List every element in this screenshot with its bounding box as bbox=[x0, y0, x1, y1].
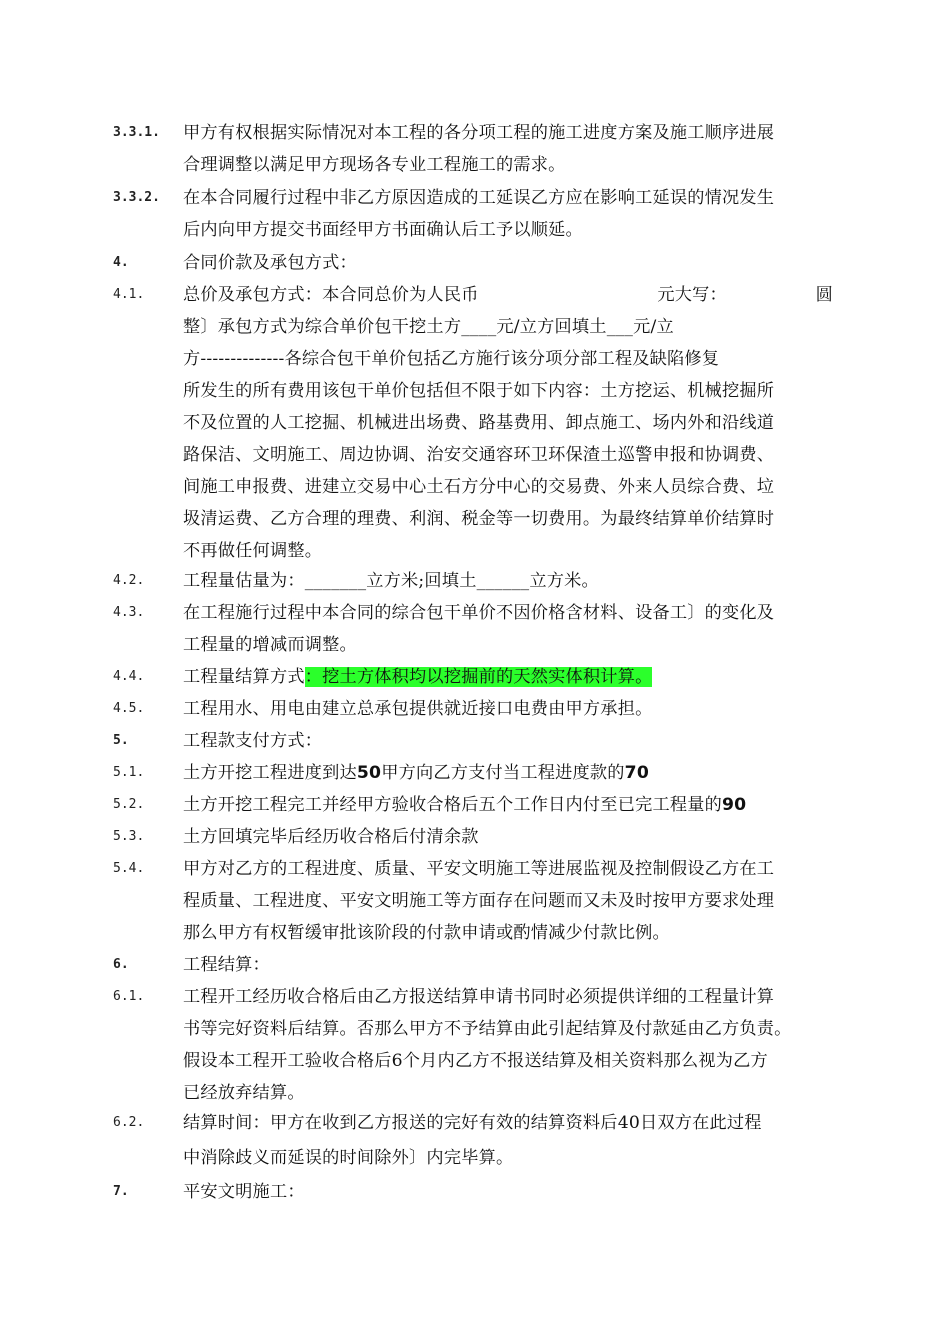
clause-number: 6.1. bbox=[113, 989, 145, 1004]
clause-text: 工程量估量为：_______立方米;回填土______立方米。 bbox=[183, 571, 599, 591]
clause-text: 土方回填完毕后经历收合格后付清余款 bbox=[183, 827, 479, 847]
clause-number: 4.1. bbox=[113, 287, 145, 302]
section-heading: 工程款支付方式： bbox=[183, 731, 323, 751]
clause-number: 4.3. bbox=[113, 605, 145, 620]
section-heading: 工程结算： bbox=[183, 955, 270, 975]
clause-number: 5.3. bbox=[113, 829, 145, 844]
section-number: 5. bbox=[113, 733, 129, 748]
clause-text: 总价及承包方式：本合同总价为人民币 元大写： 圆 整〕承包方式为综合单价包干挖土方____元/立方回填土___元/立 方--------------各综合包干单价包括乙方施行该分项分部工程及缺陷修复 所发生的所有费用该包干单价包括但不限于如下内容：土方挖运、机械挖掘所 不及位置的人工挖掘、机械进出场费、路基费用、卸点施工、场内外和沿线道 路保洁、文明施工、周边协调、治安交通容环卫环保渣土巡警申报和协调费、 间施工申报费、进建立交易中心土石方分中心的交易费、外来人员综合费、垃 圾清运费、乙方合理的理费、利润、税金等一切费用。为最终结算单价结算时 不再做任何调整。 bbox=[183, 279, 833, 567]
clause-text: 工程用水、用电由建立总承包提供就近接口电费由甲方承担。 bbox=[183, 699, 653, 719]
clause-number: 5.1. bbox=[113, 765, 145, 780]
clause-text: 甲方有权根据实际情况对本工程的各分项工程的施工进度方案及施工顺序进展 合理调整以满足甲方现场各专业工程施工的需求。 bbox=[183, 123, 775, 175]
clause-number: 5.4. bbox=[113, 861, 145, 876]
clause-text: 甲方对乙方的工程进度、质量、平安文明施工等进展监视及控制假设乙方在工 程质量、工程进度、平安文明施工等方面存在问题而又未及时按甲方要求处理 那么甲方有权暂缓审批该阶段的付款申请或酌情减少付款比例。 bbox=[183, 859, 775, 943]
section-number: 6. bbox=[113, 957, 129, 972]
price-line: 总价及承包方式：本合同总价为人民币 元大写： 圆 bbox=[183, 285, 833, 305]
clause-text: 结算时间：甲方在收到乙方报送的完好有效的结算资料后40日双方在此过程 中消除歧义而延误的时间除外〕内完毕算。 bbox=[183, 1113, 762, 1168]
section-number: 4. bbox=[113, 255, 129, 270]
highlighted-text: ：挖土方体积均以挖掘前的天然实体积计算。 bbox=[304, 667, 653, 687]
clause-text: 土方开挖工程进度到达50甲方向乙方支付当工程进度款的70 bbox=[183, 763, 649, 783]
clause-number: 6.2. bbox=[113, 1115, 145, 1130]
clause-number: 5.2. bbox=[113, 797, 145, 812]
clause-number: 3.3.1. bbox=[113, 125, 160, 140]
clause-text: 土方开挖工程完工并经甲方验收合格后五个工作日内付至已完工程量的90 bbox=[183, 795, 747, 815]
clause-number: 4.4. bbox=[113, 669, 145, 684]
section-heading: 平安文明施工： bbox=[183, 1182, 305, 1202]
clause-text: 工程开工经历收合格后由乙方报送结算申请书同时必须提供详细的工程量计算 书等完好资料后结算。否那么甲方不予结算由此引起结算及付款延由乙方负责。 假设本工程开工验收合格后6个月内乙方不报送结算及相关资料那么视为乙方 已经放弃结算。 bbox=[183, 987, 792, 1103]
section-number: 7. bbox=[113, 1184, 129, 1199]
clause-text: 在工程施行过程中本合同的综合包干单价不因价格含材料、设备工〕的变化及 工程量的增减而调整。 bbox=[183, 603, 775, 655]
clause-number: 3.3.2. bbox=[113, 190, 160, 205]
clause-text: 在本合同履行过程中非乙方原因造成的工延误乙方应在影响工延误的情况发生 后内向甲方提交书面经甲方书面确认后工予以顺延。 bbox=[183, 188, 775, 240]
clause-number: 4.5. bbox=[113, 701, 145, 716]
clause-text: 工程量结算方式：挖土方体积均以挖掘前的天然实体积计算。 bbox=[183, 667, 653, 687]
section-heading: 合同价款及承包方式： bbox=[183, 253, 357, 273]
clause-number: 4.2. bbox=[113, 573, 145, 588]
